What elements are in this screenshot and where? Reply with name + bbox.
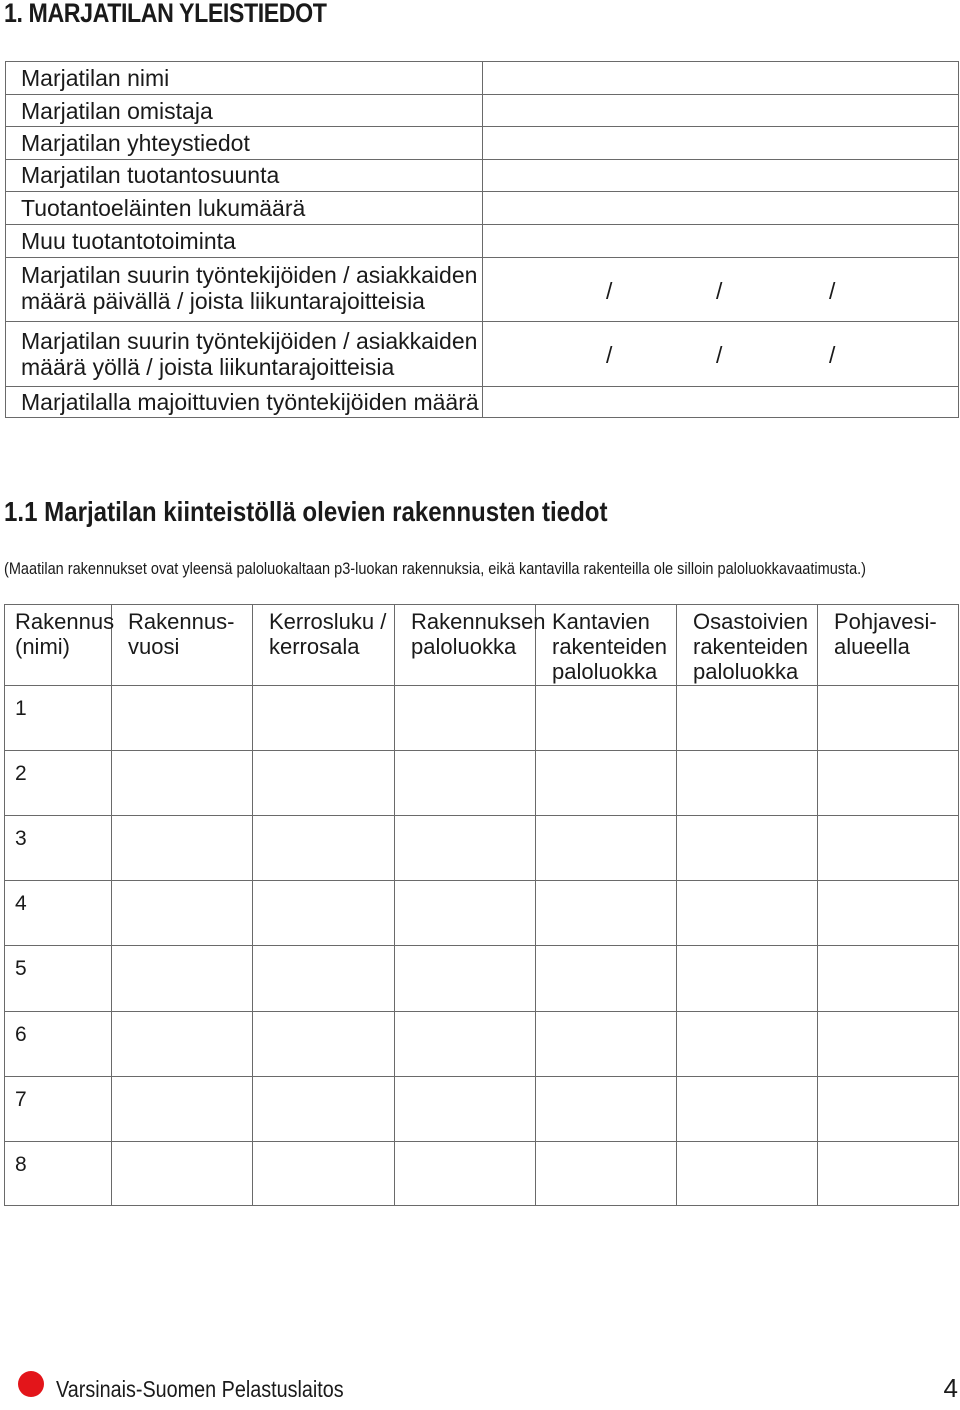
- row-divider: [5, 945, 958, 946]
- separator-slash: /: [606, 342, 613, 368]
- row-label: Muu tuotantotoiminta: [21, 228, 236, 254]
- row-number: 3: [15, 827, 27, 850]
- row-number: 2: [15, 762, 27, 785]
- table-row: [6, 387, 958, 417]
- column-divider: [394, 605, 395, 1205]
- column-divider: [535, 605, 536, 1205]
- separator-slash: /: [829, 278, 836, 304]
- separator-slash: /: [606, 278, 613, 304]
- row-number: 4: [15, 892, 27, 915]
- buildings-table: [4, 604, 959, 1206]
- separator-slash: /: [716, 342, 723, 368]
- row-divider: [5, 685, 958, 686]
- row-label: Marjatilan nimi: [21, 65, 170, 91]
- column-header-groundwater: Pohjavesi- alueella: [834, 609, 937, 659]
- row-divider: [5, 750, 958, 751]
- table-row: [6, 127, 958, 160]
- row-label: Marjatilan tuotantosuunta: [21, 162, 280, 188]
- row-number: 8: [15, 1153, 27, 1176]
- row-number: 1: [15, 697, 27, 720]
- separator-slash: /: [829, 342, 836, 368]
- column-header-floors: Kerrosluku / kerrosala: [269, 609, 387, 659]
- row-number: 7: [15, 1088, 27, 1111]
- row-label: määrä yöllä / joista liikuntarajoitteisia: [21, 354, 395, 380]
- separator-slash: /: [716, 278, 723, 304]
- table-row: [6, 225, 958, 258]
- farm-info-table: [5, 61, 959, 418]
- subsection-title: 1.1 Marjatilan kiinteistöllä olevien rakennusten tiedot: [4, 496, 608, 527]
- column-header-fire-class: Rakennuksen paloluokka: [411, 609, 546, 659]
- table-row: [6, 192, 958, 225]
- column-header-compartment: Osastoivien rakenteiden paloluokka: [693, 609, 808, 684]
- row-label: Marjatilan suurin työntekijöiden / asiakkaiden: [21, 328, 478, 354]
- section-title: 1. MARJATILAN YLEISTIEDOT: [4, 0, 327, 28]
- table-row: [6, 62, 958, 95]
- row-label: määrä päivällä / joista liikuntarajoitteisia: [21, 288, 425, 314]
- row-divider: [5, 1076, 958, 1077]
- row-number: 5: [15, 957, 27, 980]
- row-label: Marjatilalla majoittuvien työntekijöiden määrä: [21, 389, 479, 415]
- row-label: Marjatilan yhteystiedot: [21, 130, 250, 156]
- row-divider: [5, 1141, 958, 1142]
- table-row: [6, 258, 958, 322]
- column-divider: [817, 605, 818, 1205]
- row-number: 6: [15, 1023, 27, 1046]
- table-row: [6, 160, 958, 192]
- table-row: [6, 95, 958, 127]
- row-divider: [5, 880, 958, 881]
- column-header-load-bearing: Kantavien rakenteiden paloluokka: [552, 609, 667, 684]
- row-label: Marjatilan omistaja: [21, 98, 213, 124]
- row-divider: [5, 1011, 958, 1012]
- column-divider: [252, 605, 253, 1205]
- rescue-department-logo-icon: [4, 1359, 48, 1409]
- column-header-building: Rakennus (nimi): [15, 609, 115, 659]
- column-header-year: Rakennus- vuosi: [128, 609, 235, 659]
- row-label: Tuotantoeläinten lukumäärä: [21, 195, 306, 221]
- row-label: Marjatilan suurin työntekijöiden / asiakkaiden: [21, 262, 478, 288]
- row-divider: [5, 815, 958, 816]
- subsection-note: (Maatilan rakennukset ovat yleensä paloluokaltaan p3-luokan rakennuksia, eikä kantavilla rakenteilla ole silloin paloluokkavaatimusta.): [4, 560, 867, 578]
- table-row: [6, 322, 958, 387]
- page-number: 4: [943, 1373, 958, 1403]
- footer-organization: Varsinais-Suomen Pelastuslaitos: [56, 1376, 344, 1402]
- column-divider: [111, 605, 112, 1205]
- column-divider: [676, 605, 677, 1205]
